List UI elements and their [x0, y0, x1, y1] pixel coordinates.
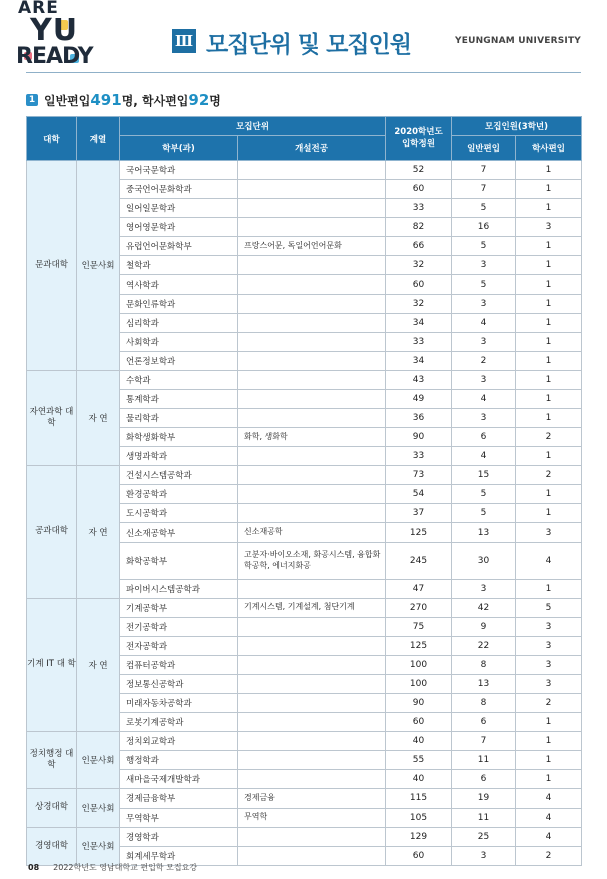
- bachelor-count-cell: 5: [516, 598, 582, 617]
- general-count-cell: 7: [452, 161, 516, 180]
- page-number: 08: [28, 863, 40, 872]
- quota-cell: 34: [386, 351, 452, 370]
- dept-cell: 국어국문학과: [120, 161, 238, 180]
- quota-cell: 40: [386, 732, 452, 751]
- dept-cell: 경제금융학부: [120, 789, 238, 808]
- major-cell: 무역학: [238, 808, 386, 827]
- quota-cell: 73: [386, 466, 452, 485]
- dept-cell: 일어일문학과: [120, 199, 238, 218]
- bachelor-count-cell: 1: [516, 294, 582, 313]
- general-count-cell: 11: [452, 808, 516, 827]
- bachelor-count-cell: 2: [516, 846, 582, 865]
- dept-cell: 통계학과: [120, 389, 238, 408]
- field-cell: 인문사회: [77, 827, 120, 865]
- major-cell: 경제금융: [238, 789, 386, 808]
- quota-cell: 36: [386, 409, 452, 428]
- header-major: 개설전공: [238, 136, 386, 161]
- dept-cell: 정보통신공학과: [120, 674, 238, 693]
- dept-cell: 기계공학부: [120, 598, 238, 617]
- major-cell: [238, 504, 386, 523]
- general-count-cell: 11: [452, 751, 516, 770]
- major-cell: [238, 218, 386, 237]
- quota-cell: 32: [386, 256, 452, 275]
- major-cell: [238, 770, 386, 789]
- dept-cell: 환경공학과: [120, 485, 238, 504]
- bachelor-count-cell: 3: [516, 636, 582, 655]
- general-count-cell: 6: [452, 428, 516, 447]
- major-cell: 기계시스템, 기계설계, 첨단기계: [238, 598, 386, 617]
- dept-cell: 언론정보학과: [120, 351, 238, 370]
- dept-cell: 중국언어문화학과: [120, 180, 238, 199]
- general-count-cell: 22: [452, 636, 516, 655]
- bachelor-count-cell: 1: [516, 180, 582, 199]
- logo-line-3: READY: [16, 44, 93, 69]
- general-count-cell: 4: [452, 447, 516, 466]
- header-general: 일반편입: [452, 136, 516, 161]
- general-count-cell: 2: [452, 351, 516, 370]
- section-number-badge: 1: [26, 94, 38, 106]
- general-transfer-count: 491: [90, 91, 122, 109]
- major-cell: [238, 485, 386, 504]
- bachelor-count-cell: 1: [516, 370, 582, 389]
- major-cell: [238, 275, 386, 294]
- major-cell: [238, 199, 386, 218]
- bachelor-transfer-count: 92: [188, 91, 210, 109]
- dept-cell: 새마을국제개발학과: [120, 770, 238, 789]
- table-row: [27, 466, 582, 485]
- are-yu-ready-logo: [14, 0, 94, 72]
- university-name: YEUNGNAM UNIVERSITY: [455, 36, 581, 46]
- quota-cell: 33: [386, 332, 452, 351]
- quota-cell: 60: [386, 180, 452, 199]
- major-cell: [238, 732, 386, 751]
- major-cell: [238, 846, 386, 865]
- bachelor-count-cell: 2: [516, 428, 582, 447]
- general-count-cell: 3: [452, 294, 516, 313]
- quota-cell: 105: [386, 808, 452, 827]
- header-divider: [26, 72, 581, 73]
- dept-cell: 물리학과: [120, 409, 238, 428]
- major-cell: [238, 751, 386, 770]
- section-text-bachelor: 명, 학사편입: [121, 93, 189, 108]
- dept-cell: 건설시스템공학과: [120, 466, 238, 485]
- major-cell: [238, 579, 386, 598]
- table-row: [27, 827, 582, 846]
- quota-cell: 60: [386, 846, 452, 865]
- bachelor-count-cell: 1: [516, 485, 582, 504]
- dept-cell: 유럽언어문화학부: [120, 237, 238, 256]
- college-cell: 정치행정 대 학: [27, 732, 77, 789]
- college-cell: 상경대학: [27, 789, 77, 827]
- quota-cell: 129: [386, 827, 452, 846]
- dept-cell: 사회학과: [120, 332, 238, 351]
- quota-cell: 60: [386, 713, 452, 732]
- general-count-cell: 19: [452, 789, 516, 808]
- general-count-cell: 13: [452, 674, 516, 693]
- dept-cell: 행정학과: [120, 751, 238, 770]
- dept-cell: 영어영문학과: [120, 218, 238, 237]
- major-cell: [238, 161, 386, 180]
- general-count-cell: 5: [452, 275, 516, 294]
- bachelor-count-cell: 1: [516, 389, 582, 408]
- table-row: [27, 732, 582, 751]
- section-text-unit: 명: [209, 93, 221, 108]
- major-cell: [238, 617, 386, 636]
- bachelor-count-cell: 4: [516, 789, 582, 808]
- dept-cell: 심리학과: [120, 313, 238, 332]
- quota-cell: 54: [386, 485, 452, 504]
- major-cell: 프랑스어문, 독일어언어문화: [238, 237, 386, 256]
- quota-cell: 34: [386, 313, 452, 332]
- table-body: [27, 161, 582, 866]
- header-bachelor: 학사편입: [516, 136, 582, 161]
- bachelor-count-cell: 2: [516, 466, 582, 485]
- dept-cell: 수학과: [120, 370, 238, 389]
- quota-cell: 245: [386, 542, 452, 579]
- major-cell: [238, 636, 386, 655]
- dept-cell: 경영학과: [120, 827, 238, 846]
- general-count-cell: 3: [452, 370, 516, 389]
- bachelor-count-cell: 1: [516, 751, 582, 770]
- bachelor-count-cell: 1: [516, 332, 582, 351]
- bachelor-count-cell: 4: [516, 808, 582, 827]
- general-count-cell: 15: [452, 466, 516, 485]
- general-count-cell: 5: [452, 237, 516, 256]
- quota-cell: 33: [386, 199, 452, 218]
- quota-cell: 52: [386, 161, 452, 180]
- quota-cell: 33: [386, 447, 452, 466]
- general-count-cell: 9: [452, 617, 516, 636]
- dept-cell: 생명과학과: [120, 447, 238, 466]
- general-count-cell: 7: [452, 732, 516, 751]
- section-heading: [26, 91, 221, 109]
- header-quota: 2020학년도 입학정원: [386, 117, 452, 161]
- dept-cell: 역사학과: [120, 275, 238, 294]
- general-count-cell: 3: [452, 846, 516, 865]
- quota-cell: 40: [386, 770, 452, 789]
- major-cell: [238, 655, 386, 674]
- field-cell: 자 연: [77, 466, 120, 598]
- major-cell: [238, 332, 386, 351]
- bachelor-count-cell: 1: [516, 275, 582, 294]
- dept-cell: 문화인류학과: [120, 294, 238, 313]
- bachelor-count-cell: 4: [516, 827, 582, 846]
- major-cell: [238, 180, 386, 199]
- dept-cell: 정치외교학과: [120, 732, 238, 751]
- quota-cell: 82: [386, 218, 452, 237]
- general-count-cell: 5: [452, 199, 516, 218]
- dept-cell: 화학생화학부: [120, 428, 238, 447]
- bachelor-count-cell: 1: [516, 161, 582, 180]
- table-row: [27, 370, 582, 389]
- bachelor-count-cell: 3: [516, 655, 582, 674]
- general-count-cell: 3: [452, 579, 516, 598]
- field-cell: 인문사회: [77, 161, 120, 371]
- bachelor-count-cell: 1: [516, 732, 582, 751]
- dept-cell: 무역학부: [120, 808, 238, 827]
- table-row: [27, 598, 582, 617]
- general-count-cell: 25: [452, 827, 516, 846]
- quota-cell: 43: [386, 370, 452, 389]
- college-cell: 기계 IT 대 학: [27, 598, 77, 732]
- general-count-cell: 16: [452, 218, 516, 237]
- table-row: [27, 789, 582, 808]
- general-count-cell: 8: [452, 655, 516, 674]
- quota-cell: 100: [386, 674, 452, 693]
- major-cell: [238, 313, 386, 332]
- major-cell: [238, 694, 386, 713]
- bachelor-count-cell: 3: [516, 218, 582, 237]
- header-college: 대학: [27, 117, 77, 161]
- major-cell: [238, 674, 386, 693]
- quota-cell: 125: [386, 523, 452, 542]
- field-cell: 자 연: [77, 370, 120, 465]
- field-cell: 인문사회: [77, 732, 120, 789]
- header-dept: 학부(과): [120, 136, 238, 161]
- dept-cell: 회계세무학과: [120, 846, 238, 865]
- field-cell: 자 연: [77, 598, 120, 732]
- bachelor-count-cell: 1: [516, 313, 582, 332]
- bachelor-count-cell: 1: [516, 199, 582, 218]
- dept-cell: 파이버시스템공학과: [120, 579, 238, 598]
- major-cell: [238, 256, 386, 275]
- logo-line-2: YU: [30, 13, 79, 48]
- quota-cell: 49: [386, 389, 452, 408]
- general-count-cell: 5: [452, 485, 516, 504]
- dept-cell: 화학공학부: [120, 542, 238, 579]
- quota-cell: 32: [386, 294, 452, 313]
- major-cell: 화학, 생화학: [238, 428, 386, 447]
- general-count-cell: 3: [452, 256, 516, 275]
- quota-cell: 115: [386, 789, 452, 808]
- table-row: [27, 161, 582, 180]
- college-cell: 경영대학: [27, 827, 77, 865]
- quota-cell: 90: [386, 428, 452, 447]
- major-cell: [238, 409, 386, 428]
- general-count-cell: 13: [452, 523, 516, 542]
- quota-cell: 90: [386, 694, 452, 713]
- general-count-cell: 30: [452, 542, 516, 579]
- college-cell: 공과대학: [27, 466, 77, 598]
- major-cell: [238, 389, 386, 408]
- dept-cell: 도시공학과: [120, 504, 238, 523]
- major-cell: 고분자·바이오소재, 화공시스템, 융합화학공학, 에너지화공: [238, 542, 386, 579]
- general-count-cell: 4: [452, 313, 516, 332]
- general-count-cell: 3: [452, 332, 516, 351]
- general-count-cell: 4: [452, 389, 516, 408]
- college-cell: 문과대학: [27, 161, 77, 371]
- general-count-cell: 3: [452, 409, 516, 428]
- major-cell: [238, 370, 386, 389]
- major-cell: [238, 294, 386, 313]
- bachelor-count-cell: 1: [516, 713, 582, 732]
- bachelor-count-cell: 3: [516, 674, 582, 693]
- quota-cell: 37: [386, 504, 452, 523]
- chapter-number-badge: Ⅲ: [172, 29, 196, 53]
- quota-cell: 100: [386, 655, 452, 674]
- general-count-cell: 7: [452, 180, 516, 199]
- major-cell: [238, 466, 386, 485]
- dept-cell: 신소재공학부: [120, 523, 238, 542]
- major-cell: [238, 447, 386, 466]
- dept-cell: 전기공학과: [120, 617, 238, 636]
- general-count-cell: 42: [452, 598, 516, 617]
- quota-cell: 47: [386, 579, 452, 598]
- dept-cell: 철학과: [120, 256, 238, 275]
- major-cell: [238, 351, 386, 370]
- college-cell: 자연과학 대 학: [27, 370, 77, 465]
- major-cell: [238, 713, 386, 732]
- general-count-cell: 6: [452, 770, 516, 789]
- bachelor-count-cell: 1: [516, 504, 582, 523]
- bachelor-count-cell: 1: [516, 256, 582, 275]
- major-cell: 신소재공학: [238, 523, 386, 542]
- quota-cell: 60: [386, 275, 452, 294]
- bachelor-count-cell: 1: [516, 579, 582, 598]
- quota-cell: 75: [386, 617, 452, 636]
- field-cell: 인문사회: [77, 789, 120, 827]
- page-footer: [28, 862, 197, 873]
- header-recruit: 모집인원(3학년): [452, 117, 582, 136]
- dept-cell: 미래자동차공학과: [120, 694, 238, 713]
- quota-cell: 125: [386, 636, 452, 655]
- dept-cell: 로봇기계공학과: [120, 713, 238, 732]
- bachelor-count-cell: 1: [516, 237, 582, 256]
- logo-line-1: ARE: [18, 0, 59, 18]
- dept-cell: 전자공학과: [120, 636, 238, 655]
- page-title: 모집단위 및 모집인원: [206, 32, 411, 58]
- bachelor-count-cell: 4: [516, 542, 582, 579]
- general-count-cell: 8: [452, 694, 516, 713]
- dept-cell: 컴퓨터공학과: [120, 655, 238, 674]
- bachelor-count-cell: 1: [516, 409, 582, 428]
- general-count-cell: 5: [452, 504, 516, 523]
- major-cell: [238, 827, 386, 846]
- bachelor-count-cell: 3: [516, 617, 582, 636]
- quota-cell: 66: [386, 237, 452, 256]
- bachelor-count-cell: 3: [516, 523, 582, 542]
- header-unit: 모집단위: [120, 117, 386, 136]
- quota-cell: 55: [386, 751, 452, 770]
- bachelor-count-cell: 2: [516, 694, 582, 713]
- bachelor-count-cell: 1: [516, 351, 582, 370]
- recruitment-table: [26, 116, 582, 866]
- general-count-cell: 6: [452, 713, 516, 732]
- footer-text: 2022학년도 영남대학교 편입학 모집요강: [53, 863, 198, 872]
- bachelor-count-cell: 1: [516, 447, 582, 466]
- quota-cell: 270: [386, 598, 452, 617]
- bachelor-count-cell: 1: [516, 770, 582, 789]
- section-text-general: 일반편입: [44, 93, 91, 108]
- header-field: 계열: [77, 117, 120, 161]
